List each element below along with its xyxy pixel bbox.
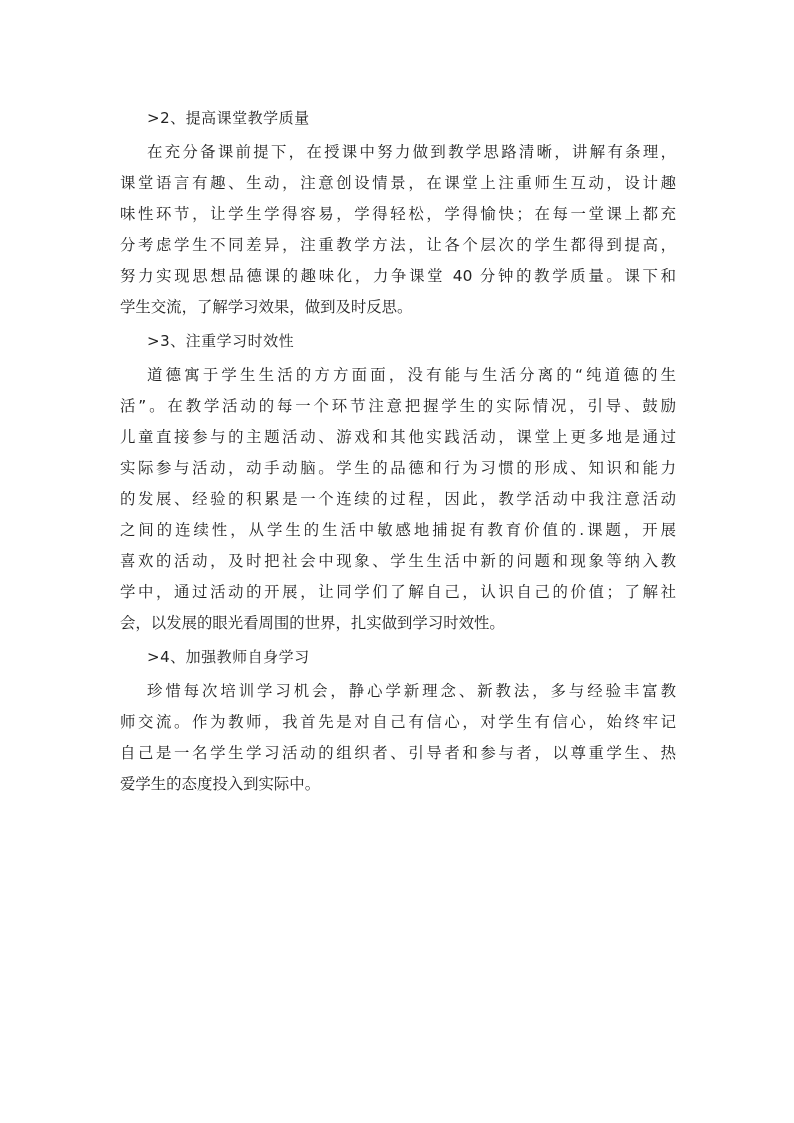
paragraph-line: 活”。在教学活动的每一个环节注意把握学生的实际情况，引导、鼓励 xyxy=(120,397,676,415)
paragraph-line: 努力实现思想品德课的趣味化，力争课堂 40 分钟的教学质量。课下和 xyxy=(120,267,676,285)
paragraph-line: 会，以发展的眼光看周围的世界，扎实做到学习时效性。 xyxy=(120,614,505,632)
paragraph-line: 道德寓于学生生活的方方面面，没有能与生活分离的“纯道德的生 xyxy=(147,366,676,384)
document-body xyxy=(120,103,676,800)
section-heading: >2、提高课堂教学质量 xyxy=(147,109,310,127)
section-heading: >4、加强教师自身学习 xyxy=(147,648,310,666)
paragraph-line: 学中，通过活动的开展，让同学们了解自己，认识自己的价值；了解社 xyxy=(120,583,676,601)
paragraph-line: 自己是一名学生学习活动的组织者、引导者和参与者，以尊重学生、热 xyxy=(120,744,676,762)
paragraph-line: 珍惜每次培训学习机会，静心学新理念、新教法，多与经验丰富教 xyxy=(147,682,676,700)
paragraph-line: 在充分备课前提下，在授课中努力做到教学思路清晰，讲解有条理， xyxy=(147,143,676,161)
paragraph-line: 喜欢的活动，及时把社会中现象、学生生活中新的问题和现象等纳入教 xyxy=(120,552,676,570)
paragraph-line: 课堂语言有趣、生动，注意创设情景，在课堂上注重师生互动，设计趣 xyxy=(120,174,676,192)
paragraph-line: 味性环节，让学生学得容易，学得轻松，学得愉快；在每一堂课上都充 xyxy=(120,205,676,223)
paragraph-line: 儿童直接参与的主题活动、游戏和其他实践活动，课堂上更多地是通过 xyxy=(120,428,676,446)
paragraph-line: 的发展、经验的积累是一个连续的过程，因此，教学活动中我注意活动 xyxy=(120,490,676,508)
paragraph-line: 爱学生的态度投入到实际中。 xyxy=(120,775,321,793)
paragraph-line: 实际参与活动，动手动脑。学生的品德和行为习惯的形成、知识和能力 xyxy=(120,459,676,477)
paragraph-line: 师交流。作为教师，我首先是对自己有信心，对学生有信心，始终牢记 xyxy=(120,713,676,731)
paragraph-line: 分考虑学生不同差异，注重教学方法，让各个层次的学生都得到提高， xyxy=(120,236,676,254)
paragraph-line: 之间的连续性，从学生的生活中敏感地捕捉有教育价值的.课题，开展 xyxy=(120,521,676,539)
paragraph-line: 学生交流，了解学习效果，做到及时反思。 xyxy=(120,298,413,316)
section-heading: >3、注重学习时效性 xyxy=(147,332,295,350)
